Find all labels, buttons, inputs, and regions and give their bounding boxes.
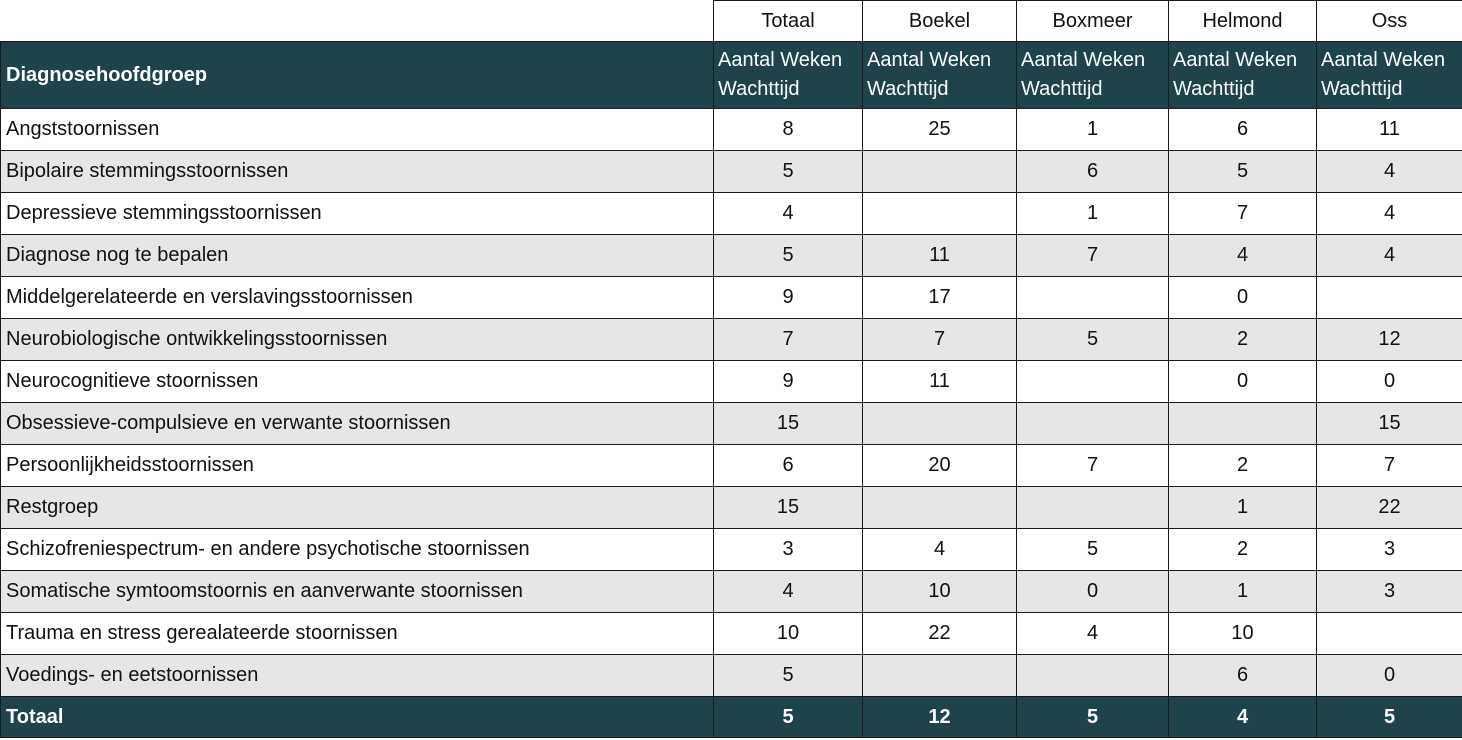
diagnosis-label: Depressieve stemmingsstoornissen bbox=[1, 193, 714, 235]
table-row bbox=[1, 235, 1462, 277]
value-cell: 1 bbox=[1017, 109, 1169, 151]
table-row bbox=[1, 151, 1462, 193]
value-cell: 0 bbox=[1169, 361, 1317, 403]
value-cell: 7 bbox=[1017, 235, 1169, 277]
table-row bbox=[1, 571, 1462, 613]
value-cell: 5 bbox=[714, 655, 863, 697]
diagnosis-label: Schizofreniespectrum- en andere psychotische stoornissen bbox=[1, 529, 714, 571]
measure-header: Aantal Weken Wachttijd bbox=[1017, 42, 1169, 109]
value-cell: 0 bbox=[1317, 361, 1462, 403]
value-cell: 11 bbox=[1317, 109, 1462, 151]
value-cell: 6 bbox=[1017, 151, 1169, 193]
value-cell: 1 bbox=[1017, 193, 1169, 235]
measure-header: Aantal Weken Wachttijd bbox=[714, 42, 863, 109]
value-cell: 12 bbox=[1317, 319, 1462, 361]
value-cell: 25 bbox=[863, 109, 1017, 151]
value-cell: 8 bbox=[714, 109, 863, 151]
diagnosis-label: Neurobiologische ontwikkelingsstoornissen bbox=[1, 319, 714, 361]
diagnosis-label: Bipolaire stemmingsstoornissen bbox=[1, 151, 714, 193]
table-row bbox=[1, 109, 1462, 151]
value-cell: 4 bbox=[1169, 235, 1317, 277]
value-cell: 4 bbox=[1317, 151, 1462, 193]
value-cell: 9 bbox=[714, 277, 863, 319]
value-cell: 6 bbox=[714, 445, 863, 487]
value-cell: 7 bbox=[714, 319, 863, 361]
diagnosis-label: Neurocognitieve stoornissen bbox=[1, 361, 714, 403]
value-cell: 17 bbox=[863, 277, 1017, 319]
value-cell: 4 bbox=[714, 571, 863, 613]
column-header-boekel: Boekel bbox=[863, 1, 1017, 42]
value-cell: 10 bbox=[863, 571, 1017, 613]
value-cell: 4 bbox=[863, 529, 1017, 571]
diagnosis-label: Angststoornissen bbox=[1, 109, 714, 151]
value-cell: 7 bbox=[863, 319, 1017, 361]
value-cell: 0 bbox=[1169, 277, 1317, 319]
value-cell bbox=[1017, 487, 1169, 529]
row-header-label: Diagnosehoofdgroep bbox=[1, 42, 714, 109]
value-cell bbox=[863, 487, 1017, 529]
measure-header-row bbox=[1, 42, 1462, 109]
value-cell bbox=[863, 403, 1017, 445]
value-cell: 5 bbox=[1017, 529, 1169, 571]
value-cell: 20 bbox=[863, 445, 1017, 487]
value-cell: 11 bbox=[863, 235, 1017, 277]
value-cell: 5 bbox=[714, 151, 863, 193]
value-cell: 7 bbox=[1017, 445, 1169, 487]
value-cell: 1 bbox=[1169, 571, 1317, 613]
value-cell: 22 bbox=[863, 613, 1017, 655]
value-cell: 2 bbox=[1169, 529, 1317, 571]
value-cell: 15 bbox=[714, 403, 863, 445]
column-header-boxmeer: Boxmeer bbox=[1017, 1, 1169, 42]
value-cell bbox=[1017, 403, 1169, 445]
value-cell bbox=[1317, 613, 1462, 655]
value-cell: 3 bbox=[1317, 529, 1462, 571]
column-header-oss: Oss bbox=[1317, 1, 1462, 42]
diagnosis-label: Voedings- en eetstoornissen bbox=[1, 655, 714, 697]
value-cell: 10 bbox=[714, 613, 863, 655]
column-header-totaal: Totaal bbox=[714, 1, 863, 42]
total-cell: 5 bbox=[1017, 697, 1169, 738]
table-row bbox=[1, 613, 1462, 655]
value-cell bbox=[1017, 361, 1169, 403]
value-cell bbox=[863, 193, 1017, 235]
total-label: Totaal bbox=[1, 697, 714, 738]
table-row bbox=[1, 655, 1462, 697]
value-cell: 22 bbox=[1317, 487, 1462, 529]
value-cell bbox=[863, 655, 1017, 697]
total-cell: 4 bbox=[1169, 697, 1317, 738]
diagnosis-label: Obsessieve-compulsieve en verwante stoornissen bbox=[1, 403, 714, 445]
total-cell: 12 bbox=[863, 697, 1017, 738]
diagnosis-label: Trauma en stress gerealateerde stoornissen bbox=[1, 613, 714, 655]
table-row bbox=[1, 277, 1462, 319]
total-row bbox=[1, 697, 1462, 738]
total-cell: 5 bbox=[714, 697, 863, 738]
value-cell: 5 bbox=[1169, 151, 1317, 193]
value-cell: 4 bbox=[714, 193, 863, 235]
value-cell: 11 bbox=[863, 361, 1017, 403]
header-corner bbox=[1, 1, 714, 42]
value-cell: 6 bbox=[1169, 655, 1317, 697]
table-row bbox=[1, 529, 1462, 571]
value-cell: 0 bbox=[1317, 655, 1462, 697]
value-cell: 7 bbox=[1169, 193, 1317, 235]
value-cell: 4 bbox=[1317, 235, 1462, 277]
total-cell: 5 bbox=[1317, 697, 1462, 738]
value-cell bbox=[863, 151, 1017, 193]
value-cell: 2 bbox=[1169, 445, 1317, 487]
table-body bbox=[1, 109, 1462, 697]
value-cell: 4 bbox=[1017, 613, 1169, 655]
value-cell: 9 bbox=[714, 361, 863, 403]
value-cell: 5 bbox=[1017, 319, 1169, 361]
diagnosis-label: Middelgerelateerde en verslavingsstoornissen bbox=[1, 277, 714, 319]
value-cell: 4 bbox=[1317, 193, 1462, 235]
value-cell: 2 bbox=[1169, 319, 1317, 361]
value-cell: 1 bbox=[1169, 487, 1317, 529]
value-cell: 3 bbox=[714, 529, 863, 571]
table-row bbox=[1, 487, 1462, 529]
table-row bbox=[1, 319, 1462, 361]
value-cell: 0 bbox=[1017, 571, 1169, 613]
location-header-row bbox=[1, 1, 1462, 42]
value-cell: 6 bbox=[1169, 109, 1317, 151]
value-cell: 5 bbox=[714, 235, 863, 277]
value-cell: 15 bbox=[1317, 403, 1462, 445]
table-row bbox=[1, 361, 1462, 403]
value-cell bbox=[1169, 403, 1317, 445]
measure-header: Aantal Weken Wachttijd bbox=[1169, 42, 1317, 109]
table-row bbox=[1, 445, 1462, 487]
value-cell: 10 bbox=[1169, 613, 1317, 655]
diagnosis-label: Persoonlijkheidsstoornissen bbox=[1, 445, 714, 487]
value-cell bbox=[1017, 277, 1169, 319]
value-cell: 15 bbox=[714, 487, 863, 529]
diagnosis-label: Diagnose nog te bepalen bbox=[1, 235, 714, 277]
value-cell: 3 bbox=[1317, 571, 1462, 613]
table-row bbox=[1, 403, 1462, 445]
value-cell: 7 bbox=[1317, 445, 1462, 487]
column-header-helmond: Helmond bbox=[1169, 1, 1317, 42]
measure-header: Aantal Weken Wachttijd bbox=[1317, 42, 1462, 109]
diagnosis-label: Somatische symtoomstoornis en aanverwante stoornissen bbox=[1, 571, 714, 613]
measure-header: Aantal Weken Wachttijd bbox=[863, 42, 1017, 109]
table-row bbox=[1, 193, 1462, 235]
value-cell bbox=[1317, 277, 1462, 319]
diagnosis-label: Restgroep bbox=[1, 487, 714, 529]
value-cell bbox=[1017, 655, 1169, 697]
